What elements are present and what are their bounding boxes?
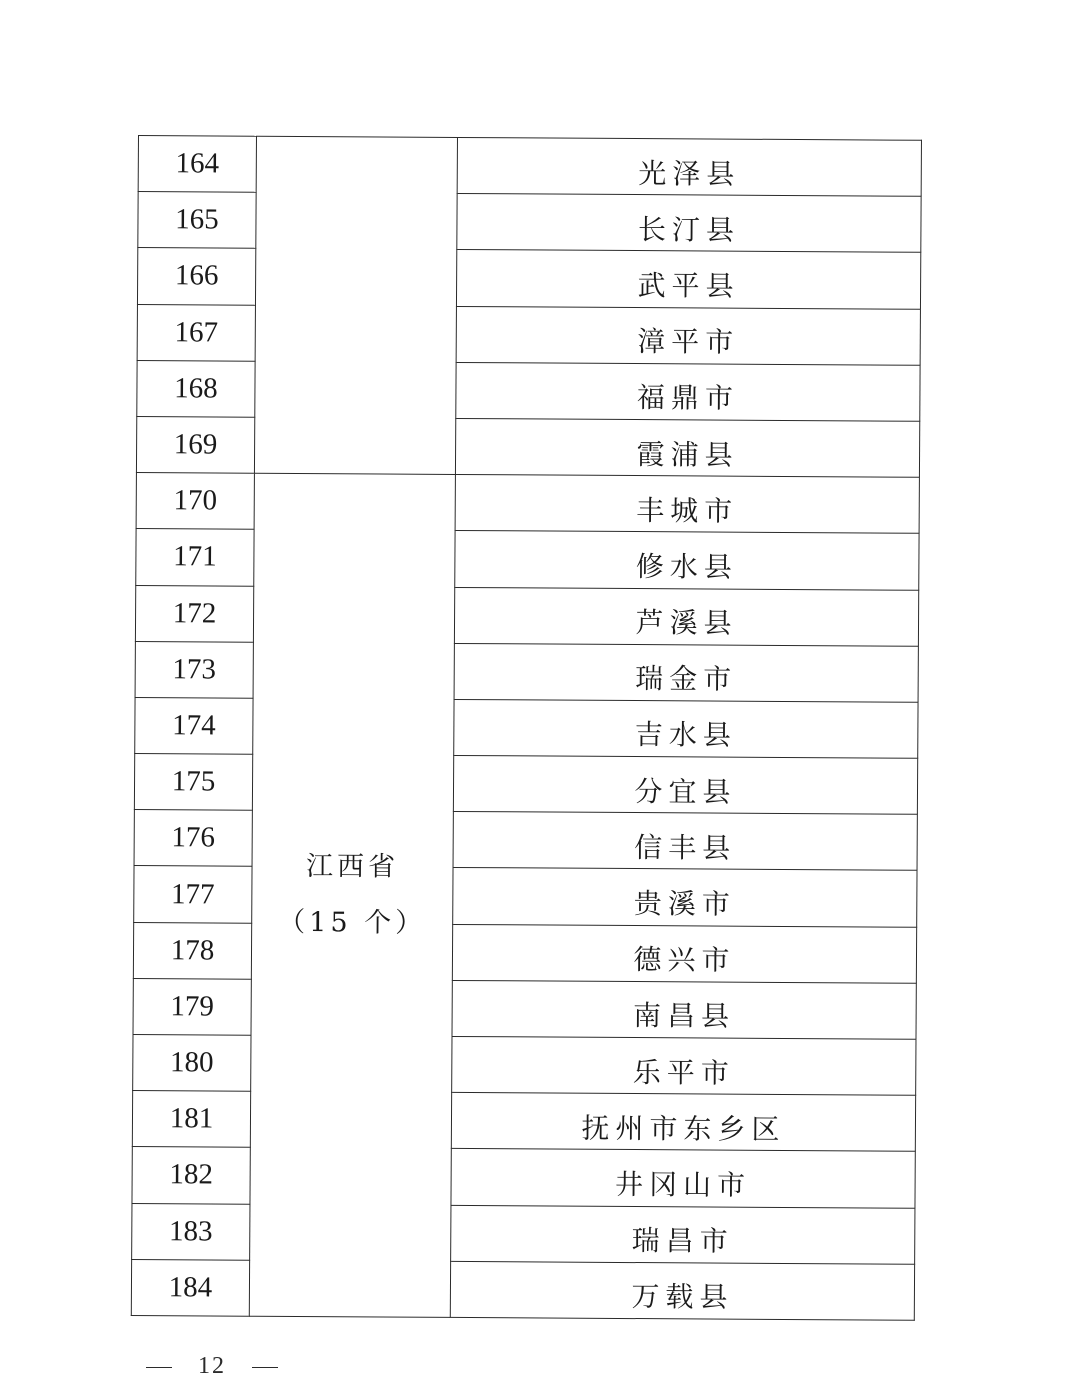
table-row [137,304,920,365]
row-number: 180 [133,1034,251,1091]
county-name: 武平县 [637,269,740,303]
county-name: 芦溪县 [635,606,738,640]
table-row [134,754,917,815]
county-name: 信丰县 [634,830,737,865]
table-row [133,922,916,983]
county-name: 德兴市 [633,943,736,977]
province-name: 江西省 [305,851,400,883]
page-number: 12 [198,1353,226,1379]
row-number: 176 [134,810,252,867]
county-name-cell [457,137,921,196]
county-name-cell [453,868,917,927]
row-number: 177 [134,866,252,923]
table-row [134,810,917,871]
county-name: 长汀县 [637,212,741,247]
table-row [137,248,920,309]
county-name: 霞浦县 [636,437,739,472]
county-name: 井冈山市 [614,1167,752,1202]
county-name-cell [456,306,920,365]
row-number: 173 [135,641,253,698]
table-row [135,697,918,758]
table-row [132,1203,915,1264]
county-name-cell [452,980,916,1039]
county-name-cell [456,250,920,309]
table-row [135,641,918,702]
row-number: 165 [138,192,256,249]
county-name-cell [455,531,919,590]
row-number: 174 [135,697,253,754]
county-name: 南昌县 [633,999,736,1034]
row-number: 182 [132,1147,250,1204]
row-number: 169 [136,416,254,473]
table-row [135,585,918,646]
table-row [136,529,919,590]
county-name-cell [457,194,921,253]
row-number: 183 [132,1203,250,1260]
province-cell [254,136,457,474]
table-row [131,1259,914,1320]
county-name-cell [451,1093,915,1152]
county-list-body [131,136,921,1321]
county-name: 吉水县 [634,718,737,753]
row-number: 166 [137,248,255,305]
county-name-cell [454,643,918,702]
county-name: 抚州市东乡区 [581,1111,786,1146]
county-name-cell [455,475,919,534]
county-name: 贵溪市 [633,887,736,921]
footer-dash-right [252,1367,278,1368]
row-number: 171 [136,529,254,586]
table-row [138,192,921,253]
county-name-cell [451,1205,915,1264]
province-cell [249,473,455,1317]
county-name: 乐平市 [632,1055,735,1090]
table-row [136,416,919,477]
county-name-cell [454,699,918,758]
county-name-cell [452,924,916,983]
county-name-cell [455,418,919,477]
county-name: 光泽县 [638,156,741,191]
table-row [134,866,917,927]
county-name: 万载县 [631,1280,734,1315]
page-footer [146,1353,278,1380]
county-name: 福鼎市 [636,381,740,416]
province-name [256,305,456,306]
county-list-table [131,135,922,1321]
county-name: 瑞金市 [635,662,738,696]
county-name-cell [451,1149,915,1208]
table-row [132,1147,915,1208]
county-name-cell [452,1036,916,1095]
row-number: 175 [134,754,252,811]
county-name-cell [453,812,917,871]
row-number: 181 [132,1091,250,1148]
county-name: 分宜县 [634,774,737,809]
province-count [256,305,456,306]
table-row [132,1091,915,1152]
row-number: 168 [137,360,255,417]
county-name: 丰城市 [636,493,739,528]
province-count: （15 个） [278,906,427,939]
table-row [136,473,919,534]
table-row [138,136,921,197]
row-number: 179 [133,978,251,1035]
row-number: 170 [136,473,254,530]
table-row [133,978,916,1039]
county-name-cell [453,756,917,815]
county-name: 瑞昌市 [631,1224,734,1258]
row-number: 167 [137,304,255,361]
county-name: 漳平市 [637,325,740,359]
footer-dash-left [146,1367,172,1368]
county-name-cell [454,587,918,646]
table-row [133,1034,916,1095]
county-name-cell [456,362,920,421]
row-number: 184 [131,1259,249,1316]
table-row [137,360,920,421]
county-name: 修水县 [635,549,738,584]
row-number: 178 [133,922,251,979]
row-number: 164 [138,136,256,193]
county-name-cell [450,1261,914,1320]
row-number: 172 [135,585,253,642]
